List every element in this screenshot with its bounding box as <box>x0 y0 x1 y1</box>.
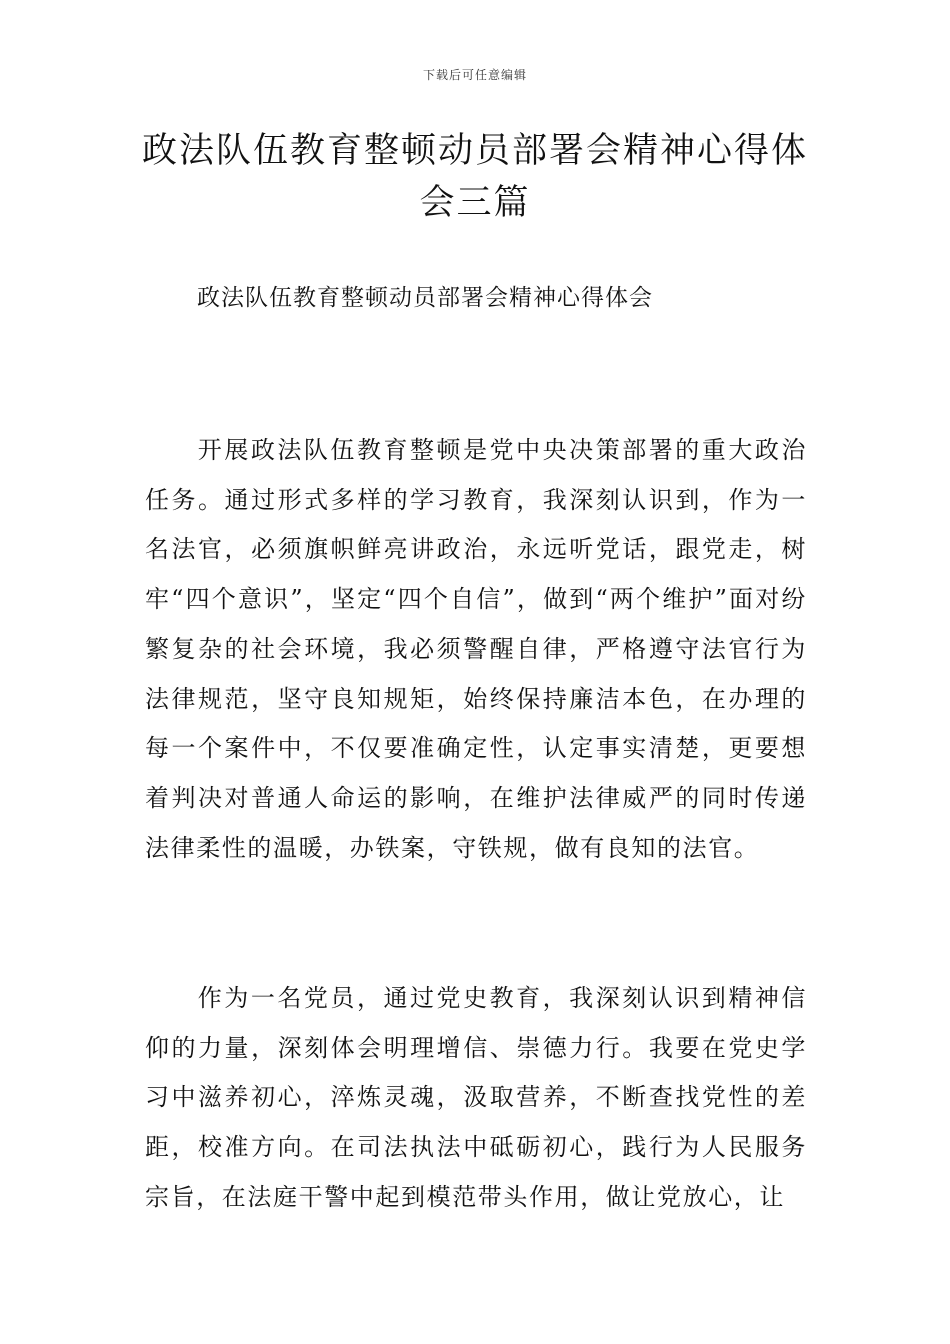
document-subtitle: 政法队伍教育整顿动员部署会精神心得体会 <box>197 285 653 311</box>
body-paragraph: 开展政法队伍教育整顿是党中央决策部署的重大政治任务。通过形式多样的学习教育，我深刻认识到，作为一名法官，必须旗帜鲜亮讲政治，永远听党话，跟党走，树牢“四个意识”，坚定“四个自信”，做到“两个维护”面对纷繁复杂的社会环境，我必须警醒自律，严格遵守法官行为法律规范，坚守良知规矩，始终保持廉洁本色，在办理的每一个案件中，不仅要准确定性，认定事实清楚，更要想着判决对普通人命运的影响，在维护法律威严的同时传递法律柔性的温暖，办铁案，守铁规，做有良知的法官。 <box>145 436 807 862</box>
header-note: 下载后可任意编辑 <box>422 68 527 82</box>
document-title: 政法队伍教育整顿动员部署会精神心得体会三篇 <box>141 131 808 223</box>
body-paragraph: 作为一名党员，通过党史教育，我深刻认识到精神信仰的力量，深刻体会明理增信、崇德力行。我要在党史学习中滋养初心，淬炼灵魂，汲取营养，不断查找党性的差距，校准方向。在司法执法中砥砺初心，践行为人民服务宗旨，在法庭干警中起到模范带头作用，做让党放心，让 <box>145 984 807 1211</box>
